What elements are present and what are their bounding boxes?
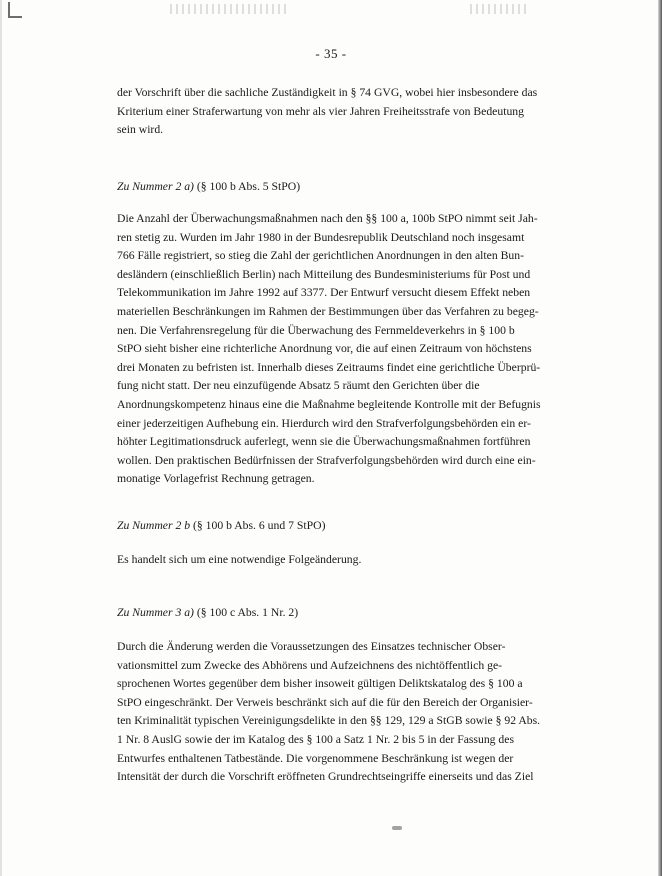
text-line: 1 Nr. 8 AuslG sowie der im Katalog des § 100 a Satz 1 Nr. 2 bis 5 in der Fassung des [117,732,515,746]
text-line: StPO sieht bisher eine richterliche Anordnung vor, die auf einen Zeitraum von höchstens [117,342,532,356]
text-line: Es handelt sich um eine notwendige Folgeänderung. [117,553,362,566]
section-2b-paragraph [117,551,549,570]
text-line: vationsmittel zum Zwecke des Abhörens und Aufzeichnens des nichtöffentlich ge- [117,658,503,672]
text-line: einer jederzeitigen Aufhebung ein. Hierdurch wird den Strafverfolgungsbehörden ein er- [117,416,531,430]
text-line: höhter Legitimationsdruck auferlegt, wenn sie die Überwachungsmaßnahmen fortführen [117,435,531,449]
section-3a-paragraph [117,638,549,787]
scan-corner-mark [8,2,22,18]
section-heading-reference: (§ 100 b Abs. 6 und 7 StPO) [190,519,326,532]
scan-smudge-top-left [170,4,290,14]
section-heading-label: Zu Nummer 2 b [117,519,191,532]
text-line: Entwurfes enthaltenen Tatbestände. Die vorgenommene Beschränkung ist wegen der [117,751,514,765]
text-line: StPO eingeschränkt. Der Verweis beschränkt sich auf die für den Bereich der Organisier- [117,695,533,709]
section-heading-3a [117,604,298,622]
text-line: wollen. Den praktischen Bedürfnissen der Strafverfolgungsbehörden wird durch eine ein- [117,453,536,467]
text-line: nen. Die Verfahrensregelung für die Überwachung des Fernmeldeverkehrs in § 100 b [117,323,515,337]
text-line: der Vorschrift über die sachliche Zuständigkeit in § 74 GVG, wobei hier insbesondere das [117,86,538,99]
section-heading-2b [117,517,325,535]
text-line: Die Anzahl der Überwachungsmaßnahmen nach den §§ 100 a, 100b StPO nimmt seit Jah- [117,212,538,225]
section-heading-reference: (§ 100 b Abs. 5 StPO) [193,180,301,193]
intro-paragraph [117,84,549,140]
text-line: monatige Vorlagefrist Rechnung getragen. [117,472,315,486]
text-line: Kriterium einer Straferwartung von mehr als vier Jahren Freiheitsstrafe von Bedeutung [117,104,524,118]
text-line: sprochenen Wortes gegenüber dem bisher insoweit gültigen Deliktskatalog des § 100 a [117,677,523,691]
text-line: fung nicht statt. Der neu einzufügende Absatz 5 räumt den Gerichten über die [117,379,480,393]
text-line: sein wird. [117,123,164,137]
scan-smudge-top-right [470,4,530,14]
text-line: materiellen Beschränkungen im Rahmen der Bestimmungen über das Verfahren zu begeg- [117,304,539,318]
section-heading-reference: (§ 100 c Abs. 1 Nr. 2) [193,606,299,619]
page-number: - 35 - [315,46,347,61]
section-heading-label: Zu Nummer 2 a) [117,180,194,193]
section-heading-label: Zu Nummer 3 a) [117,606,194,619]
text-line: ten Kriminalität typischen Vereinigungsdelikte in den §§ 129, 129 a StGB sowie § 92 Abs. [117,714,541,728]
text-line: ren stetig zu. Wurden im Jahr 1980 in der Bundesrepublik Deutschland noch insgesamt [117,230,525,244]
text-line: 766 Fälle registriert, so stieg die Zahl der gerichtlichen Anordnungen in den alten Bun- [117,249,525,263]
section-2a-paragraph [117,210,549,489]
section-heading-2a [117,178,300,196]
text-line: Durch die Änderung werden die Voraussetzungen des Einsatzes technischer Obser- [117,640,506,653]
scan-edge-left [0,0,2,876]
text-line: Anordnungskompetenz hinaus eine die Maßnahme begleitende Kontrolle mit der Befugnis [117,397,541,411]
text-line: desländern (einschließlich Berlin) nach Mitteilung des Bundesministeriums für Post und [117,267,531,281]
text-line: drei Monaten zu befristen ist. Innerhalb dieses Zeitraums findet eine gerichtliche Überprü- [117,360,541,374]
text-line: Telekommunikation im Jahre 1992 auf 3377. Der Entwurf versucht diesem Effekt neben [117,286,531,300]
scan-edge-right [658,0,662,876]
scan-speck-bottom [392,826,402,830]
text-line: Intensität der durch die Vorschrift eröffneten Grundrechtseingriffe einerseits und das Ziel [117,770,534,784]
